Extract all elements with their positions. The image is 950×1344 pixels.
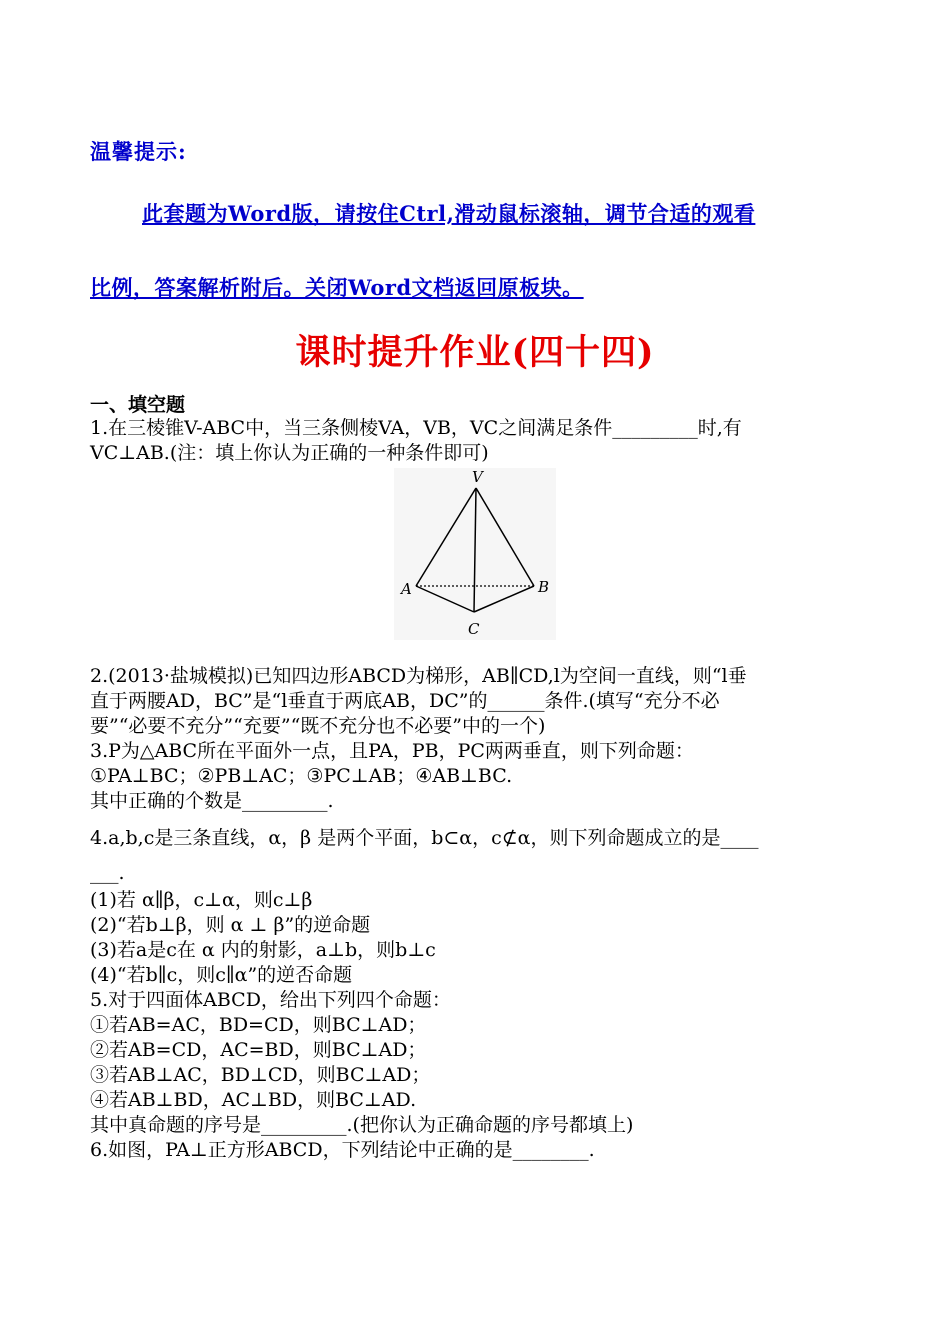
- q5-item-3: ③若AB⊥AC，BD⊥CD，则BC⊥AD；: [90, 1064, 431, 1086]
- pyramid-figure: [392, 466, 558, 642]
- q6-line-1: 6.如图，PA⊥正方形ABCD，下列结论中正确的是________.: [90, 1139, 595, 1161]
- q4-item-2: (2)“若b⊥β，则 α ⊥ β”的逆命题: [90, 914, 371, 936]
- q2-line-1: 2.(2013·盐城模拟)已知四边形ABCD为梯形，AB∥CD,l为空间一直线，则“l垂: [90, 665, 747, 687]
- label-a: A: [401, 580, 412, 598]
- notice-link-line-2[interactable]: 比例，答案解析附后。关闭Word文档返回原板块。: [90, 275, 584, 300]
- q3-line-1: 3.P为△ABC所在平面外一点，且PA，PB，PC两两垂直，则下列命题：: [90, 740, 694, 762]
- q3-line-3: 其中正确的个数是_________.: [90, 790, 334, 812]
- q5-item-4: ④若AB⊥BD，AC⊥BD，则BC⊥AD.: [90, 1089, 417, 1111]
- q5-line-1: 5.对于四面体ABCD，给出下列四个命题：: [90, 989, 451, 1011]
- q5-item-2: ②若AB=CD，AC=BD，则BC⊥AD；: [90, 1039, 427, 1061]
- q4-item-4: (4)“若b∥c，则c∥α”的逆否命题: [90, 964, 353, 986]
- q4-line-1: 4.a,b,c是三条直线，α，β 是两个平面，b⊂α，c⊄α，则下列命题成立的是____: [90, 827, 759, 849]
- q2-line-3: 要”“必要不充分”“充要”“既不充分也不必要”中的一个): [90, 715, 546, 737]
- q4-line-2: ___.: [90, 862, 125, 884]
- section-heading: 一、填空题: [90, 394, 186, 416]
- notice-link-line-1[interactable]: 此套题为Word版，请按住Ctrl,滑动鼠标滚轴，调节合适的观看: [142, 201, 756, 226]
- q2-line-2: 直于两腰AD，BC”是“l垂直于两底AB，DC”的______条件.(填写“充分不必: [90, 690, 720, 712]
- q4-item-3: (3)若a是c在 α 内的射影，a⊥b，则b⊥c: [90, 939, 436, 961]
- q1-line-1: 1.在三棱锥V-ABC中，当三条侧棱VA，VB，VC之间满足条件_________时,有: [90, 417, 742, 439]
- label-c: C: [468, 620, 480, 638]
- q3-line-2: ①PA⊥BC；②PB⊥AC；③PC⊥AB；④AB⊥BC.: [90, 765, 513, 787]
- q1-line-2: VC⊥AB.(注：填上你认为正确的一种条件即可): [90, 442, 489, 464]
- q5-last-line: 其中真命题的序号是_________.(把你认为正确命题的序号都填上): [90, 1114, 634, 1136]
- label-b: B: [538, 578, 550, 596]
- label-v: V: [472, 468, 483, 486]
- document-title: 课时提升作业(四十四): [295, 332, 655, 373]
- q5-item-1: ①若AB=AC，BD=CD，则BC⊥AD；: [90, 1014, 427, 1036]
- q4-item-1: (1)若 α∥β，c⊥α，则c⊥β: [90, 889, 313, 911]
- notice-title: 温馨提示:: [90, 139, 187, 164]
